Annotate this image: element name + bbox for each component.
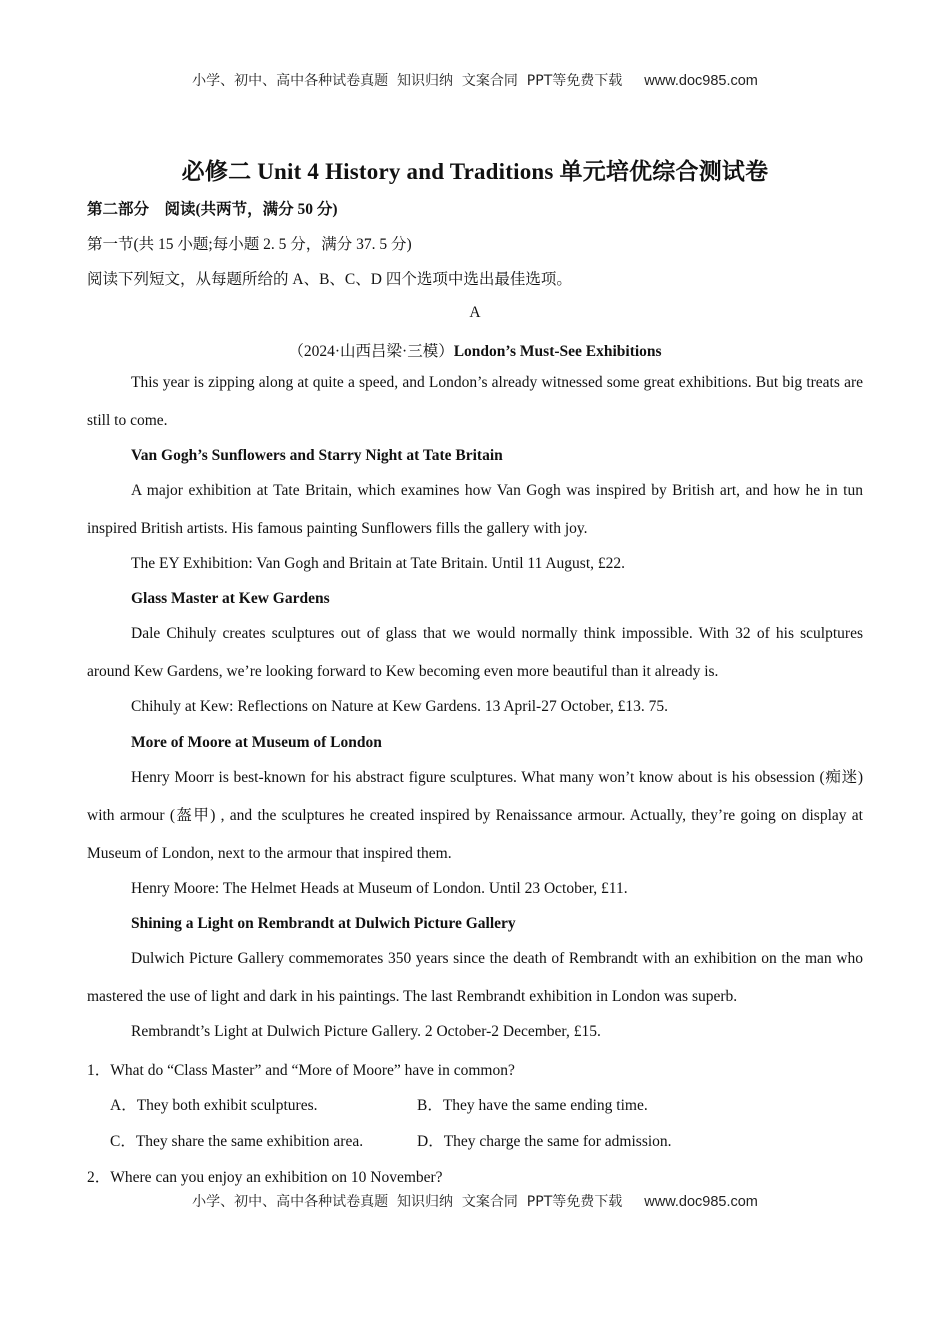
part-heading: 第二部分 阅读(共两节，满分 50 分) xyxy=(87,201,338,218)
passage-source: （2024·山西吕梁·三模） xyxy=(288,343,454,360)
question-number: 1． xyxy=(87,1062,111,1079)
exhibition-info: Chihuly at Kew: Reflections on Nature at Kew Gardens. 13 April-27 October, £13. 75. xyxy=(131,698,669,715)
page-footer xyxy=(0,1191,950,1211)
page-header xyxy=(0,70,950,90)
exhibition-body: Dulwich Picture Gallery commemorates 350 years since the death of Rembrandt with an exhibition on the man who mastered the use of light and dark in his paintings. The last Rembrandt exhibition in London was superb. xyxy=(87,950,863,1005)
exhibition-info: Rembrandt’s Light at Dulwich Picture Gallery. 2 October-2 December, £15. xyxy=(131,1023,601,1040)
page-title: 必修二 Unit 4 History and Traditions 单元培优综合测试卷 xyxy=(181,159,769,184)
passage-letter: A xyxy=(469,304,481,321)
exhibition-body: Henry Moorr is best-known for his abstract figure sculptures. What many won’t know about is his obsession (痴迷) with armour (盔甲) , and the sculptures he created inspired by Renaissance armour. Actually, they’re going on display at Museum of London, next to the armour that inspired them. xyxy=(87,769,863,862)
question-2 xyxy=(87,1165,443,1187)
passage-intro: This year is zipping along at quite a speed, and London’s already witnessed some great exhibitions. But big treats are still to come. xyxy=(87,374,863,429)
question-text: Where can you enjoy an exhibition on 10 November? xyxy=(110,1169,443,1186)
exhibition-heading: Shining a Light on Rembrandt at Dulwich Picture Gallery xyxy=(131,915,516,932)
footer-url[interactable]: www.doc985.com xyxy=(644,1194,758,1210)
header-url[interactable]: www.doc985.com xyxy=(644,73,758,89)
option-b[interactable]: B．They have the same ending time. xyxy=(417,1097,648,1114)
section-heading: 第一节(共 15 小题;每小题 2. 5 分，满分 37. 5 分) xyxy=(87,236,412,253)
exhibition-info: The EY Exhibition: Van Gogh and Britain at Tate Britain. Until 11 August, £22. xyxy=(131,555,626,572)
option-a[interactable]: A．They both exhibit sculptures. xyxy=(110,1097,318,1114)
exhibition-info: Henry Moore: The Helmet Heads at Museum of London. Until 23 October, £11. xyxy=(131,880,628,897)
option-c[interactable]: C．They share the same exhibition area. xyxy=(110,1133,364,1150)
question-number: 2． xyxy=(87,1169,111,1186)
question-text: What do “Class Master” and “More of Moore” have in common? xyxy=(110,1062,515,1079)
question-1 xyxy=(87,1058,515,1080)
exhibition-heading: Van Gogh’s Sunflowers and Starry Night at Tate Britain xyxy=(131,447,503,464)
exhibition-heading: More of Moore at Museum of London xyxy=(131,734,382,751)
exhibition-body: A major exhibition at Tate Britain, which examines how Van Gogh was inspired by British art, and how he in tun inspired British artists. His famous painting Sunflowers fills the gallery with joy. xyxy=(87,482,863,537)
exhibition-body: Dale Chihuly creates sculptures out of glass that we would normally think impossible. With 32 of his sculptures around Kew Gardens, we’re looking forward to Kew becoming even more beautiful than it already is. xyxy=(87,625,863,680)
instruction-text: 阅读下列短文，从每题所给的 A、B、C、D 四个选项中选出最佳选项。 xyxy=(87,271,572,288)
passage-title xyxy=(0,339,950,361)
option-d[interactable]: D．They charge the same for admission. xyxy=(417,1133,672,1150)
header-text: 小学、初中、高中各种试卷真题 知识归纳 文案合同 PPT等免费下载 xyxy=(192,73,623,89)
footer-text: 小学、初中、高中各种试卷真题 知识归纳 文案合同 PPT等免费下载 xyxy=(192,1194,623,1210)
passage-heading: London’s Must-See Exhibitions xyxy=(453,343,662,360)
exhibition-heading: Glass Master at Kew Gardens xyxy=(131,590,330,607)
